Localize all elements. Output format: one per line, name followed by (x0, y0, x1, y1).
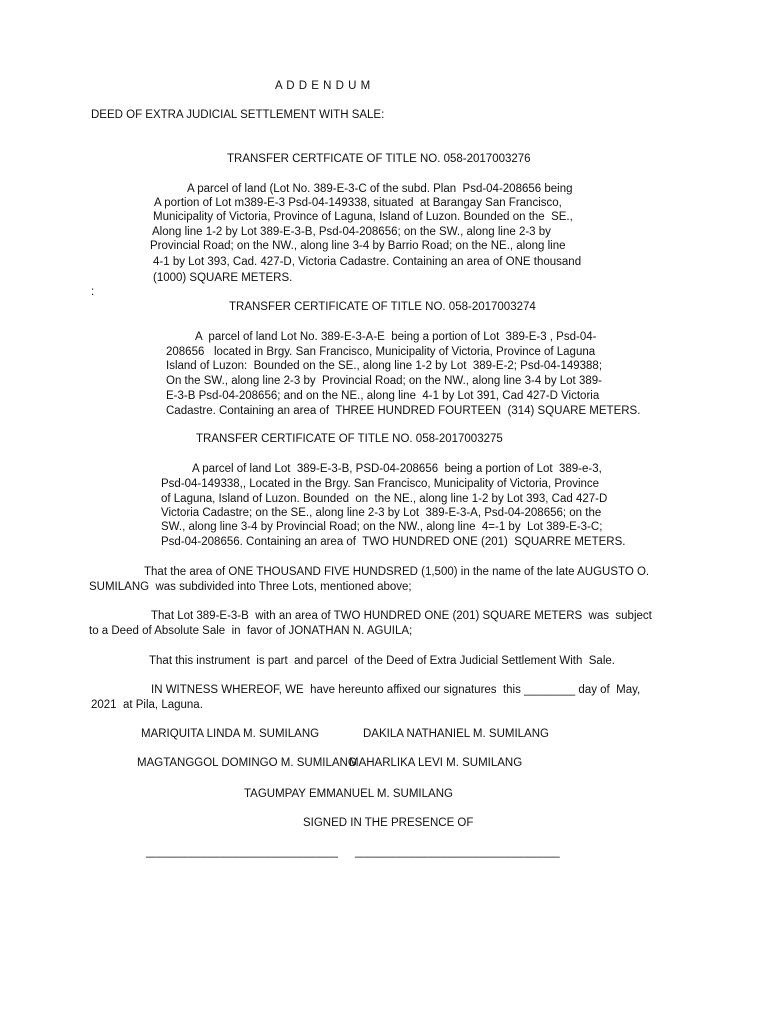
document-subtitle: DEED OF EXTRA JUDICIAL SETTLEMENT WITH SALE: (91, 109, 385, 121)
paragraph-line: SUMILANG was subdivided into Three Lots, mentioned above; (89, 581, 412, 593)
tct2-line: Cadastre. Containing an area of THREE HUNDRED FOURTEEN (314) SQUARE METERS. (166, 405, 641, 417)
tct1-line: 4-1 by Lot 393, Cad. 427-D, Victoria Cadastre. Containing an area of ONE thousand (153, 256, 582, 268)
signatory-name: MAGTANGGOL DOMINGO M. SUMILANG (137, 757, 357, 769)
paragraph-line: to a Deed of Absolute Sale in favor of JONATHAN N. AGUILA; (89, 625, 413, 637)
tct1-line: A portion of Lot m389-E-3 Psd-04-149338, situated at Barangay San Francisco, (154, 197, 562, 209)
tct3-line: Psd-04-149338,, Located in the Brgy. San Francisco, Municipality of Victoria, Province (161, 478, 600, 490)
tct2-line: On the SW., along line 2-3 by Provincial Road; on the NW., along line 3-4 by Lot 389- (166, 375, 602, 387)
tct2-line: Island of Luzon: Bounded on the SE., along line 1-2 by Lot 389-E-2; Psd-04-149388; (166, 360, 603, 372)
tct2-line: A parcel of land Lot No. 389-E-3-A-E being a portion of Lot 389-E-3 , Psd-04- (195, 331, 597, 343)
paragraph-line: That the area of ONE THOUSAND FIVE HUNDSRED (1,500) in the name of the late AUGUSTO O. (144, 566, 650, 578)
paragraph-line: 2021 at Pila, Laguna. (91, 699, 203, 711)
tct1-line: Municipality of Victoria, Province of Laguna, Island of Luzon. Bounded on the SE., (153, 211, 573, 223)
tct1-line: A parcel of land (Lot No. 389-E-3-C of the subd. Plan Psd-04-208656 being (187, 183, 573, 195)
presence-heading: SIGNED IN THE PRESENCE OF (303, 817, 474, 829)
signatory-name: MARIQUITA LINDA M. SUMILANG (141, 728, 320, 740)
signatory-name: DAKILA NATHANIEL M. SUMILANG (363, 728, 549, 740)
tct3-line: of Laguna, Island of Luzon. Bounded on the NE., along line 1-2 by Lot 393, Cad 427-D (161, 493, 608, 505)
colon-mark: : (91, 286, 95, 298)
tct1-line: Along line 1-2 by Lot 389-E-3-B, Psd-04-208656; on the SW., along line 2-3 by (152, 226, 551, 238)
signatory-name: MAHARLIKA LEVI M. SUMILANG (349, 757, 523, 769)
signatory-name: TAGUMPAY EMMANUEL M. SUMILANG (244, 788, 453, 800)
witness-signature-line-left: ______________________________ (146, 846, 338, 858)
paragraph-line: That Lot 389-E-3-B with an area of TWO HUNDRED ONE (201) SQUARE METERS was subject (151, 610, 652, 622)
tct3-heading: TRANSFER CERTIFICATE OF TITLE NO. 058-2017003275 (196, 433, 503, 445)
document-title: A D D E N D U M (275, 80, 371, 92)
instrument-paragraph: That this instrument is part and parcel of the Deed of Extra Judicial Settlement With Sale. (149, 655, 615, 667)
tct3-line: SW., along line 3-4 by Provincial Road; on the NW., along line 4=-1 by Lot 389-E-3-C; (161, 521, 603, 533)
tct2-line: E-3-B Psd-04-208656; and on the NE., along line 4-1 by Lot 391, Cad 427-D Victoria (166, 390, 600, 402)
tct2-heading: TRANSFER CERTIFICATE OF TITLE NO. 058-2017003274 (229, 301, 536, 313)
tct1-line: Provincial Road; on the NW., along line 3-4 by Barrio Road; on the NE., along line (150, 240, 566, 252)
tct3-line: A parcel of land Lot 389-E-3-B, PSD-04-208656 being a portion of Lot 389-e-3, (192, 463, 602, 475)
tct3-line: Psd-04-208656. Containing an area of TWO HUNDRED ONE (201) SQUARRE METERS. (161, 536, 626, 548)
witness-signature-line-right: ________________________________ (355, 846, 560, 858)
tct2-line: 208656 located in Brgy. San Francisco, Municipality of Victoria, Province of Laguna (166, 346, 596, 358)
paragraph-line: IN WITNESS WHEREOF, WE have hereunto affixed our signatures this ________ day of May, (151, 684, 641, 696)
tct1-line: (1000) SQUARE METERS. (153, 272, 293, 284)
tct3-line: Victoria Cadastre; on the SE., along line 2-3 by Lot 389-E-3-A, Psd-04-208656; on the (161, 507, 602, 519)
tct1-heading: TRANSFER CERTFICATE OF TITLE NO. 058-2017003276 (227, 153, 531, 165)
